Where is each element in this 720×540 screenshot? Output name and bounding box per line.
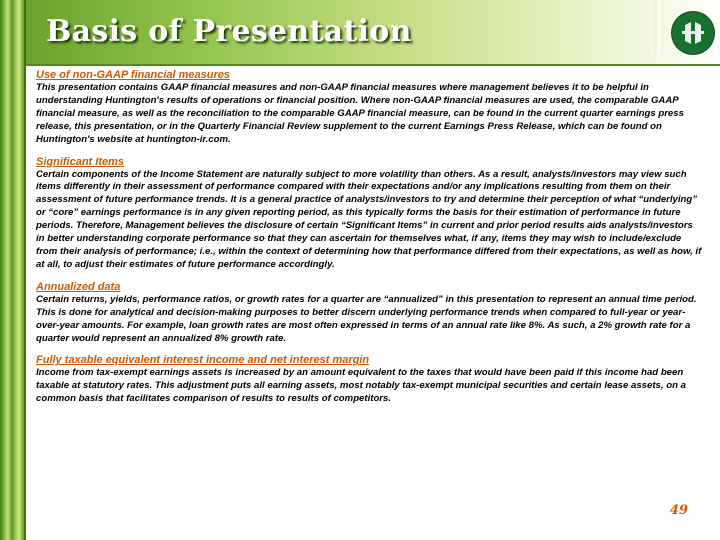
section-body: Certain returns, yields, performance ratios, or growth rates for a quarter are “annualized” in this presentation to represent an annual time period. This is done for analytical and decision-making purposes to better discern underlying performance trends when compared to full-year or year-over-year amounts. For example, loan growth rates are most often expressed in terms of an annual rate like 8%. As such, a 2% growth rate for a quarter would represent an annualized 8% growth rate. (36, 293, 697, 344)
huntington-logo-icon (672, 12, 714, 54)
section-body: Certain components of the Income Statement are naturally subject to more volatility than others. As a result, analysts/investors may view such items differently in their assessment of performance compared with their expectations and/or any implications resulting from them on their assessment of future performance trends. It is a general practice of analysts/investors to try and determine their perception of what “underlying” or “core” earnings performance is in any given reporting period, as this typically forms the basis for their estimation of performance in future periods. Therefore, Management believes the disclosure of certain “Significant Items” in current and prior period results aids analysts/investors in better understanding corporate performance so that they can ascertain for themselves what, if any, items they may wish to include/exclude from their analysis of performance; i.e., within the context of determining how that performance differed from their expectations, as well as how, if at all, to adjust their estimates of future performance accordingly. (36, 168, 702, 270)
title-banner-underline (26, 64, 720, 66)
section-fte-interest (36, 353, 702, 406)
section-non-gaap (36, 68, 702, 147)
section-heading: Significant Items (36, 155, 125, 168)
section-body: Income from tax-exempt earnings assets is increased by an amount equivalent to the taxes that would have been paid if this income had been taxable at statutory rates. This adjustment puts all earning assets, most notably tax-exempt municipal securities and certain lease assets, on a common basis that facilitates comparison of results to results of competitors. (36, 367, 686, 405)
section-significant-items (36, 155, 702, 272)
left-accent-bar (0, 0, 24, 540)
section-heading: Use of non-GAAP financial measures (36, 69, 230, 81)
page-number: 49 (669, 503, 688, 518)
section-heading: Fully taxable equivalent interest income and net interest margin (36, 354, 370, 367)
slide-title: Basis of Presentation (46, 14, 412, 49)
banner-stripe (655, 0, 663, 54)
section-annualized-data (36, 280, 702, 346)
section-heading: Annualized data (36, 280, 121, 293)
content-area (36, 68, 702, 414)
section-body: This presentation contains GAAP financial measures and non-GAAP financial measures where management believes it to be helpful in understanding Huntington's results of operations or financial position. Where non-GAAP financial measures are used, the comparable GAAP financial measure, as well as the reconciliation to the comparable GAAP financial measure, can be found in the current quarter earnings press release, this presentation, or in the Quarterly Financial Review supplement to the current Earnings Press Release, which can be found on Huntington's website at huntington-ir.com. (36, 82, 684, 145)
left-accent-bar-edge (24, 0, 26, 540)
